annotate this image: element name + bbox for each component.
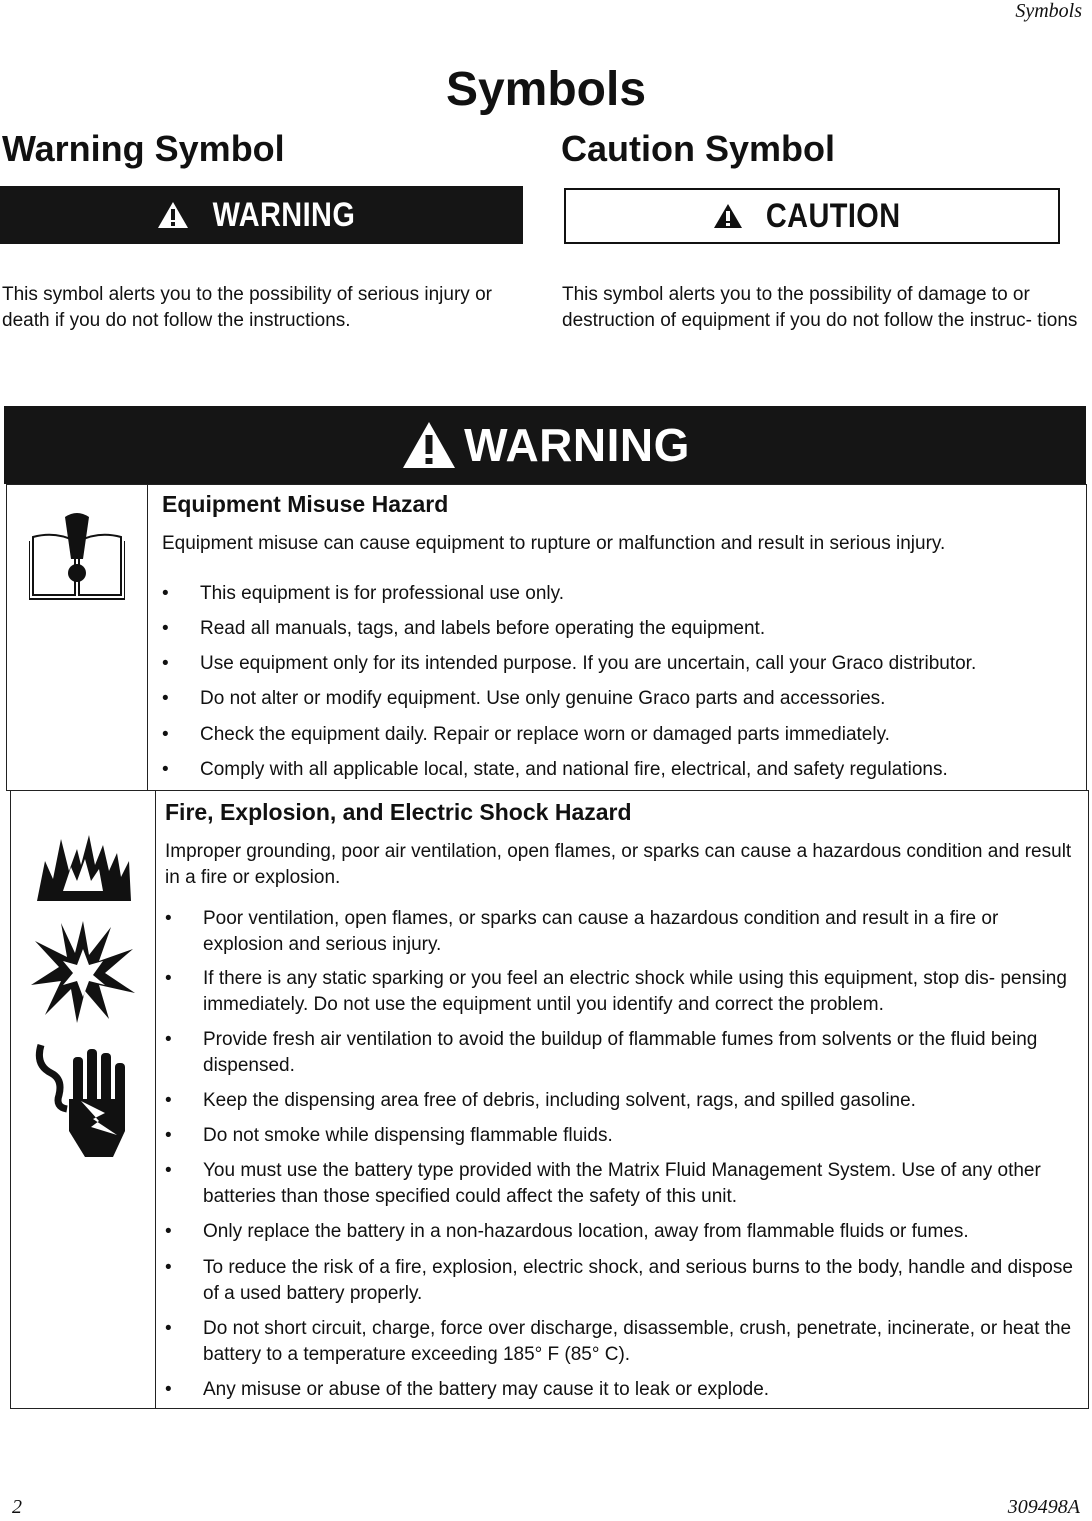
list-item-text: Do not smoke while dispensing flammable fluids.	[203, 1125, 613, 1146]
bullet-dot: •	[162, 759, 169, 780]
list-item-text: Use equipment only for its intended purpose. If you are uncertain, call your Graco distributor.	[200, 653, 977, 674]
list-item-text: This equipment is for professional use only.	[200, 583, 564, 604]
warning-box-banner-label: WARNING	[464, 419, 690, 471]
warning-symbol-description: This symbol alerts you to the possibility of serious injury or death if you do not follow the instructions.	[2, 284, 492, 331]
list-item	[165, 1158, 1077, 1210]
caution-symbol-banner-label: CAUTION	[765, 196, 901, 235]
list-item	[162, 757, 1077, 783]
bullet-dot: •	[162, 688, 169, 709]
bullet-dot: •	[162, 653, 169, 674]
list-item	[162, 651, 1077, 677]
warning-triangle-icon	[156, 200, 190, 230]
list-item-text: To reduce the risk of a fire, explosion, electric shock, and serious burns to the body, handle and dispose of a used battery properly.	[203, 1257, 1073, 1304]
bullet-dot: •	[165, 1221, 172, 1242]
bullet-dot: •	[165, 1318, 172, 1339]
list-item	[162, 581, 1077, 607]
warning-symbol-heading: Warning Symbol	[2, 128, 285, 169]
running-header: Symbols	[1015, 0, 1082, 22]
warning-triangle-icon	[400, 419, 458, 471]
list-item	[165, 966, 1077, 1018]
hazard-icon-cell-fire	[10, 790, 156, 1409]
list-item-text: Poor ventilation, open flames, or sparks can cause a hazardous condition and result in a fire or explosion and serious injury.	[203, 908, 999, 955]
bullet-dot: •	[162, 583, 169, 604]
bullet-dot: •	[165, 1029, 172, 1050]
list-item-text: Only replace the battery in a non-hazardous location, away from flammable fluids or fumes.	[203, 1221, 969, 1242]
bullet-dot: •	[165, 968, 172, 989]
hazard-section-misuse	[147, 484, 1087, 791]
bullet-dot: •	[165, 1379, 172, 1400]
fire-icon	[33, 831, 133, 903]
bullet-dot: •	[165, 908, 172, 929]
warning-box-banner	[4, 406, 1086, 484]
hazard-intro: Improper grounding, poor air ventilation, open flames, or sparks can cause a hazardous condition and result in a fire or explosion.	[165, 841, 1072, 888]
caution-symbol-banner	[564, 188, 1060, 244]
document-number: 309498A	[1007, 1496, 1080, 1518]
electric-shock-icon	[33, 1035, 133, 1165]
list-item	[165, 906, 1077, 958]
caution-symbol-heading: Caution Symbol	[561, 128, 836, 169]
bullet-dot: •	[165, 1160, 172, 1181]
list-item-text: Any misuse or abuse of the battery may cause it to leak or explode.	[203, 1379, 770, 1400]
hazard-title: Equipment Misuse Hazard	[162, 491, 449, 517]
list-item	[165, 1219, 1077, 1245]
bullet-dot: •	[162, 618, 169, 639]
list-item	[165, 1027, 1077, 1079]
list-item	[162, 722, 1077, 748]
list-item-text: You must use the battery type provided with the Matrix Fluid Management System. Use of any other batteries than those specified could affect the safety of this unit.	[203, 1160, 1041, 1207]
list-item-text: Keep the dispensing area free of debris, including solvent, rags, and spilled gasoline.	[203, 1090, 916, 1111]
list-item	[165, 1123, 1077, 1149]
list-item	[165, 1316, 1077, 1368]
bullet-dot: •	[165, 1257, 172, 1278]
page-number: 2	[12, 1496, 22, 1518]
list-item	[162, 616, 1077, 642]
hazard-section-fire	[155, 790, 1089, 1409]
list-item	[165, 1255, 1077, 1307]
list-item-text: Do not alter or modify equipment. Use only genuine Graco parts and accessories.	[200, 688, 886, 709]
list-item-text: Provide fresh air ventilation to avoid the buildup of flammable fumes from solvents or the fluid being dispensed.	[203, 1029, 1038, 1076]
list-item-text: Check the equipment daily. Repair or replace worn or damaged parts immediately.	[200, 724, 890, 745]
warning-symbol-banner-label: WARNING	[212, 195, 355, 234]
list-item	[165, 1088, 1077, 1114]
list-item	[165, 1377, 1077, 1403]
bullet-dot: •	[165, 1090, 172, 1111]
list-item-text: Comply with all applicable local, state, and national fire, electrical, and safety regulations.	[200, 759, 948, 780]
list-item	[162, 686, 1077, 712]
bullet-dot: •	[162, 724, 169, 745]
list-item-text: If there is any static sparking or you feel an electric shock while using this equipment, stop dis- pensing immediately. Do not use the equipment until you identify and correct the problem.	[203, 968, 1067, 1015]
page-title: Symbols	[445, 63, 647, 116]
caution-symbol-description: This symbol alerts you to the possibility of damage to or destruction of equipment if you do not follow the instruc- tions	[562, 284, 1078, 331]
bullet-dot: •	[165, 1125, 172, 1146]
warning-symbol-banner	[0, 186, 523, 244]
hazard-intro: Equipment misuse can cause equipment to rupture or malfunction and result in serious injury.	[162, 533, 946, 554]
list-item-text: Read all manuals, tags, and labels before operating the equipment.	[200, 618, 766, 639]
explosion-icon	[31, 919, 135, 1023]
list-item-text: Do not short circuit, charge, force over discharge, disassemble, crush, penetrate, incinerate, or heat the battery to a temperature exceeding 185° F (85° C).	[203, 1318, 1072, 1365]
read-manual-icon	[29, 511, 125, 603]
hazard-title: Fire, Explosion, and Electric Shock Hazard	[165, 799, 632, 825]
hazard-icon-cell-misuse	[6, 484, 148, 791]
caution-triangle-icon	[712, 202, 744, 230]
